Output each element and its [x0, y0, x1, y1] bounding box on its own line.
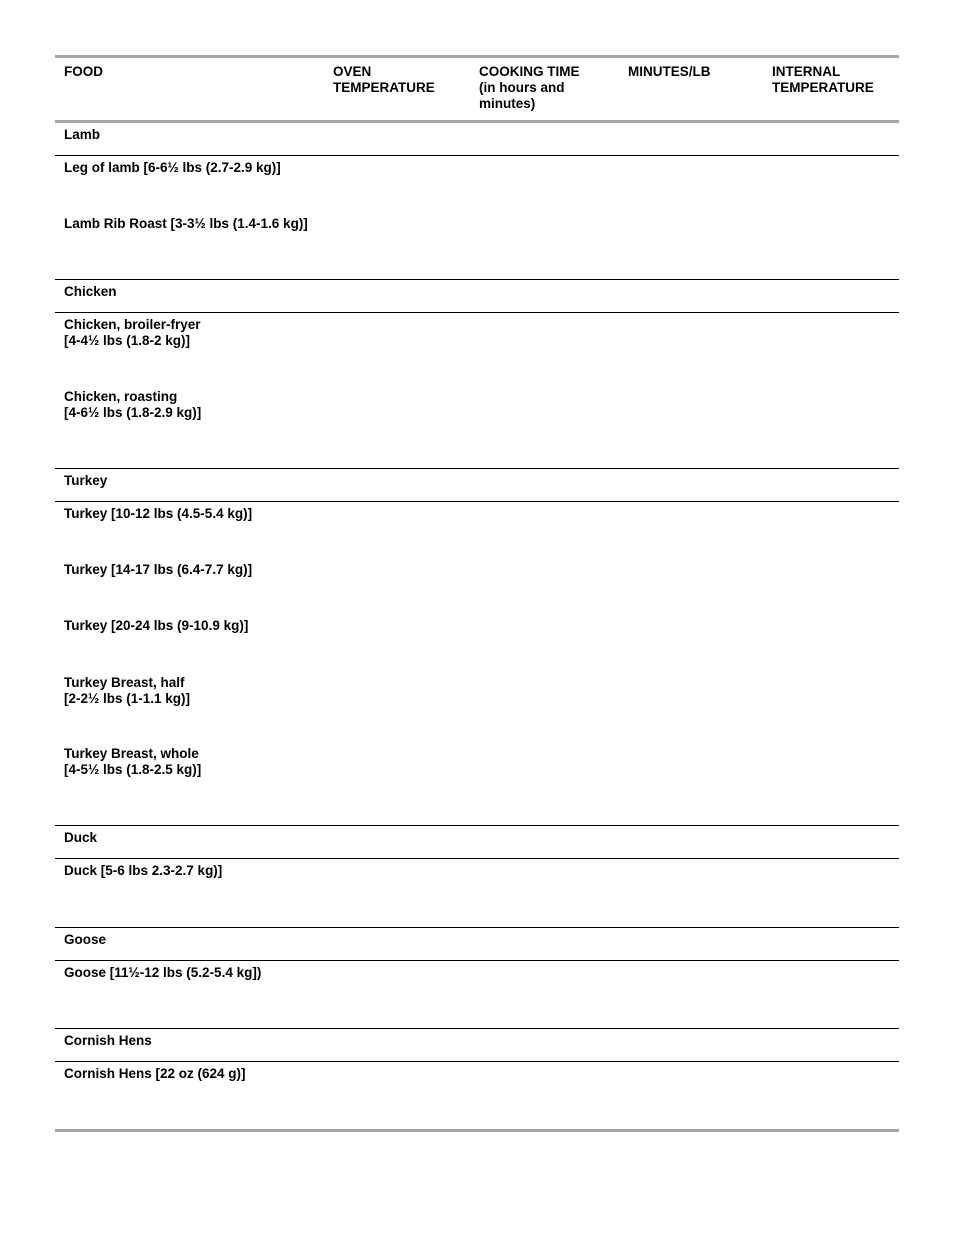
- table-row: [55, 156, 899, 212]
- table-row: [55, 385, 899, 469]
- food-item: Lamb Rib Roast [3-3½ lbs (1.4-1.6 kg)]: [64, 216, 308, 231]
- header-minutes-per-lb: MINUTES/LB: [628, 64, 711, 79]
- table-row: [55, 502, 899, 558]
- food-item: Duck [5-6 lbs 2.3-2.7 kg)]: [64, 863, 223, 878]
- table-row: [55, 671, 899, 742]
- table-row: [55, 1062, 899, 1129]
- food-item: Chicken, broiler-fryer [4-4½ lbs (1.8-2 kg)]: [64, 317, 201, 348]
- cooking-chart-table: [55, 55, 899, 1132]
- section-label: Chicken: [64, 284, 117, 299]
- section-label: Turkey: [64, 473, 108, 488]
- table-row: [55, 212, 899, 280]
- table-header: [55, 58, 899, 123]
- header-internal-temperature: INTERNAL TEMPERATURE: [772, 64, 874, 95]
- food-item: Leg of lamb [6-6½ lbs (2.7-2.9 kg)]: [64, 160, 281, 175]
- food-item: Turkey Breast, whole [4-5½ lbs (1.8-2.5 kg)]: [64, 746, 202, 777]
- table-row: [55, 961, 899, 1029]
- bottom-rule: [55, 1129, 899, 1132]
- header-food: FOOD: [64, 64, 103, 79]
- section-cornish-hens: [55, 1029, 899, 1062]
- section-goose: [55, 928, 899, 961]
- header-cooking-time: COOKING TIME (in hours and minutes): [479, 64, 580, 111]
- table-row: [55, 313, 899, 385]
- section-chicken: [55, 280, 899, 313]
- section-label: Lamb: [64, 127, 101, 142]
- food-item: Turkey Breast, half [2-2½ lbs (1-1.1 kg)]: [64, 675, 191, 706]
- section-label: Goose: [64, 932, 107, 947]
- table-row: [55, 558, 899, 614]
- food-item: Chicken, roasting [4-6½ lbs (1.8-2.9 kg)]: [64, 389, 202, 420]
- food-item: Turkey [14-17 lbs (6.4-7.7 kg)]: [64, 562, 253, 577]
- table-row: [55, 742, 899, 826]
- section-duck: [55, 826, 899, 859]
- section-lamb: [55, 123, 899, 156]
- section-label: Duck: [64, 830, 98, 845]
- food-item: Goose [11½-12 lbs (5.2-5.4 kg]): [64, 965, 262, 980]
- table-row: [55, 859, 899, 928]
- header-oven-temperature: OVEN TEMPERATURE: [333, 64, 435, 95]
- food-item: Turkey [20-24 lbs (9-10.9 kg)]: [64, 618, 249, 633]
- food-item: Cornish Hens [22 oz (624 g)]: [64, 1066, 246, 1081]
- section-label: Cornish Hens: [64, 1033, 152, 1048]
- food-item: Turkey [10-12 lbs (4.5-5.4 kg)]: [64, 506, 253, 521]
- table-row: [55, 614, 899, 671]
- section-turkey: [55, 469, 899, 502]
